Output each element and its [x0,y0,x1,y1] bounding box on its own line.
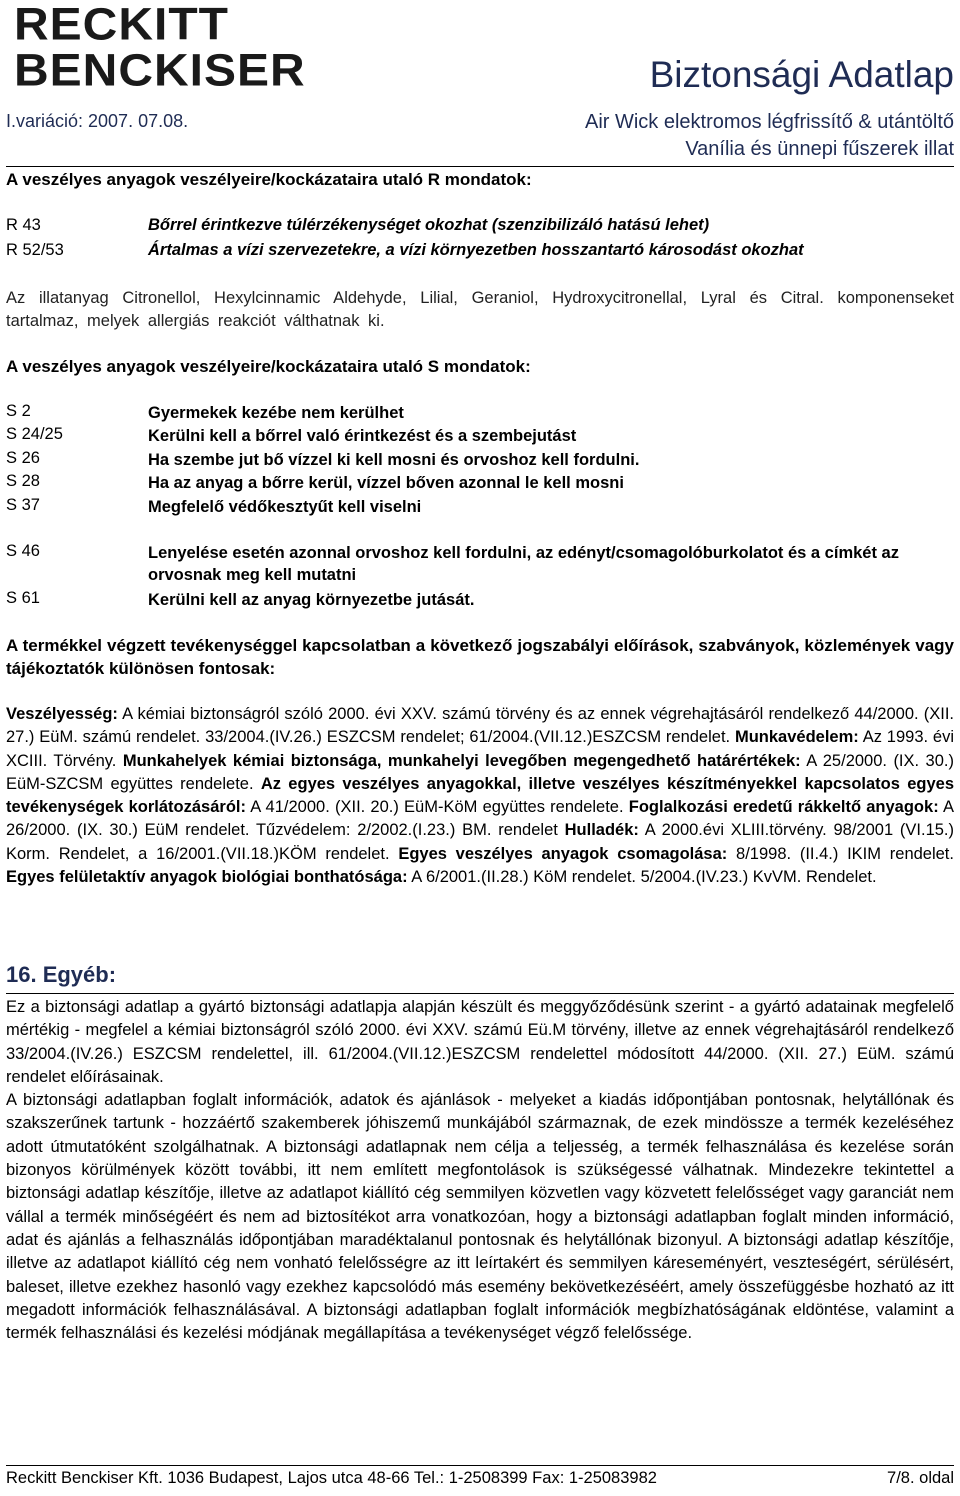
regulation-label: Hulladék: [564,821,639,840]
regulation-text: A 2000.évi XLIII.törvény. 98/2001 (VI.15.) Korm. Rendelet, a 16/2001.(VII.18.)KÖM rendelet. [6,821,955,863]
s-code: S 28 [6,472,40,490]
section-16-body [6,996,954,1345]
s-phrase-text: Ha az anyag a bőrre kerül, vízzel bőven azonnal le kell mosni [148,474,624,492]
page-footer [6,1469,954,1488]
regulation-label: Egyes veszélyes anyagok csomagolása: [398,844,728,863]
s-phrase-text: Ha szembe jut bő vízzel ki kell mosni és orvoshoz kell fordulni. [148,451,640,469]
s-code: S 26 [6,449,40,467]
s-phrase-text: Lenyelése esetén azonnal orvoshoz kell fordulni, az edényt/csomagolóburkolatot és a címkét az orvosnak meg kell mutatni [148,544,899,584]
s-code: S 46 [6,542,40,560]
regulation-text: A 26/2000. (IX. 30.) EüM rendelet. Tűzvédelem: 2/2002.(I.23.) BM. rendelet [6,798,954,840]
allergen-note: Az illatanyag Citronellol, Hexylcinnamic Aldehyde, Lilial, Geraniol, Hydroxycitronellal, Lyral és Citral. komponenseket tartalmaz, melyek allergiás reakciót válthatnak ki. [6,289,954,330]
disclaimer-paragraph-2: A biztonsági adatlapban foglalt információk, adatok és ajánlások - melyeket a kiadás időpontjában pontosnak, helytállónak és szakszerűnek tartunk - hozzáértő szakemberek jóhiszemű munkájából származnak, de ezek mindössze a termék kezeléséhez adott útmutatóként szolgálhatnak. A biztonsági adatlapnak nem célja a teljesség, a termék felhasználása és kezelése során bizonyos körülmények között további, itt nem említett megfontolások is szükségessé válhatnak. Mindezekre tekintettel a biztonsági adatlap készítője, illetve az adatlapot kiállító cég semmilyen közvetlen vagy közvetett felelősséget vagy garanciát nem vállal a termék minőségéért és nem ad biztosítékot arra vonatkozóan, hogy a biztonsági adatlapban foglalt minden információ, adat és ajánlás a felhasználás időpontjában maradéktalanul pontosnak és helytállónak bizonyul. A biztonsági adatlap készítője, illetve az adatlapot kiállító cég nem vonható felelősségre az itt leírtakért és semmilyen káreseményért, veszteségért, sérülésért, baleset, illetve ezekhez hasonló vagy ezekhez kapcsolódó más esemény bekövetkezéséért, amely összefüggésbe hozható az itt megadott információk felhasználásával. A biztonsági adatlapban foglalt információk megbízhatóságának eldöntése, valamint a termék felhasználási és kezelési módjának megállapítása a tevékenységet végző felelőssége. [6,1091,954,1343]
header-divider [6,166,954,167]
regulation-label: Munkahelyek kémiai biztonsága, munkahelyi levegőben megengedhető határértékek: [122,751,801,770]
regulations-body [6,703,954,889]
section-16-divider [6,993,954,994]
company-logo [14,0,306,96]
logo-line-1: RECKITT [14,0,229,50]
version-label: I.variáció: 2007. 07.08. [6,111,189,131]
s-phrase-text: Kerülni kell a bőrrel való érintkezést és a szembejutást [148,427,577,445]
r-phrase-text: Bőrrel érintkezve túlérzékenységet okozhat (szenzibilizáló hatású lehet) [148,216,710,234]
regulation-text: Az 1993. évi XCIII. Törvény. [6,728,955,770]
s-code: S 37 [6,496,40,514]
regulation-label: Veszélyesség: [6,705,118,723]
regulation-text: 8/1998. (II.4.) IKIM rendelet. [727,844,954,863]
regulation-text: A 25/2000. (IX. 30.) EüM-SZCSM együttes rendelete. [6,751,954,793]
product-variant: Vanília és ünnepi fűszerek illat [685,138,954,160]
document-title: Biztonsági Adatlap [649,54,954,95]
regulation-text: A 41/2000. (XII. 20.) EüM-KöM együttes rendelete. [245,798,629,817]
page-number: 7/8. oldal [887,1469,954,1487]
regulation-label: Munkavédelem: [734,728,859,747]
s-phrase-text: Megfelelő védőkesztyűt kell viselni [148,498,422,516]
r-code: R 43 [6,216,41,234]
regulation-text: A 6/2001.(II.28.) KöM rendelet. 5/2004.(IV.23.) KvVM. Rendelet. [407,868,877,887]
regulations-heading: A termékkel végzett tevékenységgel kapcsolatban a következő jogszabályi előírások, szabványok, közlemények vagy tájékoztatók különösen fontosak: [6,636,954,679]
s-phrases-heading: A veszélyes anyagok veszélyeire/kockázataira utaló S mondatok: [6,357,531,376]
s-code: S 24/25 [6,425,63,443]
footer-company-info: Reckitt Benckiser Kft. 1036 Budapest, Lajos utca 48-66 Tel.: 1-2508399 Fax: 1-25083982 [6,1469,657,1487]
disclaimer-paragraph-1: Ez a biztonsági adatlap a gyártó biztonsági adatlapja alapján készült és meggyőződésünk szerint - a gyártó adatainak megfelelő mértékig - megfelel a kémiai biztonságról szóló 2000. évi XXV. számú Eü.M törvény, illetve az ennek végrehajtásáról rendelkező 33/2004.(IV.26.) ESZCSM rendelettel, ill. 61/2004.(VII.12.)ESZCSM rendelettel módosított 44/2000. (XII. 27.) EüM. számú rendelet előírásainak. [6,998,954,1086]
s-code: S 61 [6,589,40,607]
regulation-label: Foglalkozási eredetű rákkeltő anyagok: [628,798,939,817]
regulation-text: A kémiai biztonságról szóló 2000. évi XXV. számú törvény és az ennek végrehajtásáról rendelkező 44/2000. (XII. 27.) EüM. számú rendelet. 33/2004.(IV.26.) ESZCSM rendelet; 61/2004.(VII.12.)ESZCSM rendelet. [6,705,954,747]
r-code: R 52/53 [6,241,64,259]
product-name: Air Wick elektromos légfrissítő & utántöltő [584,111,954,133]
logo-line-2: BENCKISER [14,45,306,96]
s-phrase-text: Gyermekek kezébe nem kerülhet [148,404,404,422]
regulation-label: Egyes felületaktív anyagok biológiai bonthatósága: [6,868,408,887]
s-phrase-text: Kerülni kell az anyag környezetbe jutását. [148,591,475,609]
footer-divider [6,1465,954,1466]
r-phrase-text: Ártalmas a vízi szervezetekre, a vízi környezetben hosszantartó károsodást okozhat [148,241,804,259]
section-16-heading: 16. Egyéb: [6,962,117,987]
regulation-label: Az egyes veszélyes anyagokkal, illetve veszélyes készítményekkel kapcsolatos egyes tevékenységek korlátozásáról: [6,774,954,817]
r-phrases-heading: A veszélyes anyagok veszélyeire/kockázataira utaló R mondatok: [6,170,532,189]
s-code: S 2 [6,402,31,420]
